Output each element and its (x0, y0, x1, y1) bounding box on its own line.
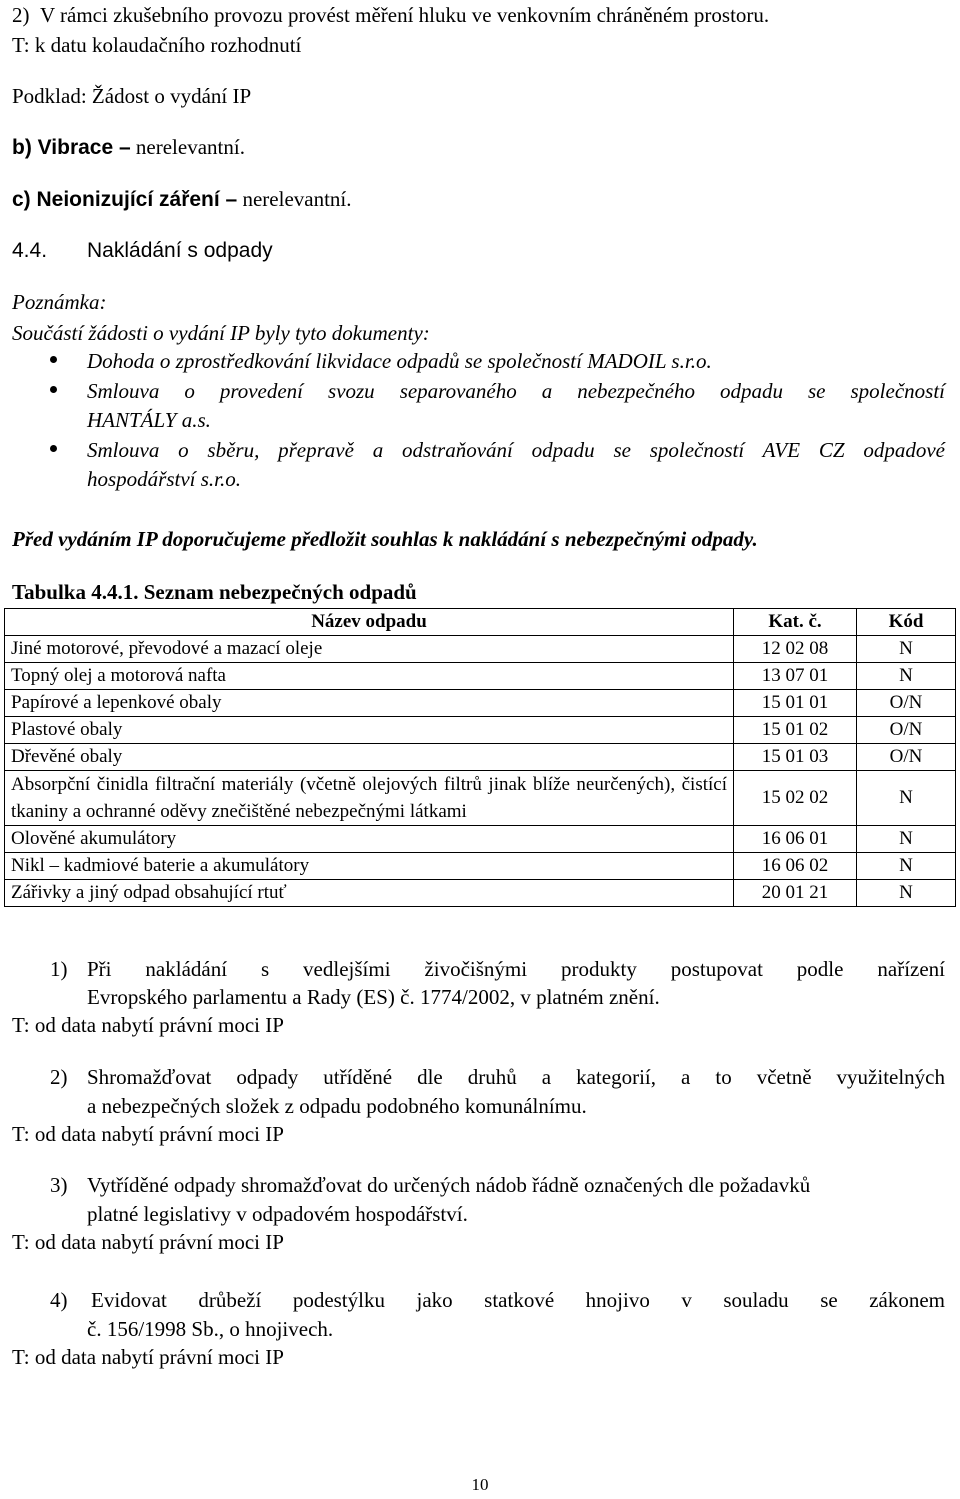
cell-code: N (857, 663, 956, 690)
vibrace-value: nerelevantní. (130, 135, 245, 159)
cell-cat: 13 07 01 (734, 663, 857, 690)
header-name: Název odpadu (5, 609, 734, 636)
table-row (5, 826, 956, 853)
cell-cat: 15 01 03 (734, 744, 857, 771)
basis-line: Podklad: Žádost o vydání IP (12, 84, 252, 108)
condition-4-line2: č. 156/1998 Sb., o hnojivech. (87, 1317, 334, 1341)
table-caption: Tabulka 4.4.1. Seznam nebezpečných odpadů (12, 580, 417, 604)
note-bullet-1: Dohoda o zprostředkování likvidace odpadů se společností MADOIL s.r.o. (87, 349, 712, 373)
table-header-row (5, 609, 956, 636)
condition-1-line2: Evropského parlamentu a Rady (ES) č. 1774/2002, v platném znění. (87, 985, 660, 1009)
table-row (5, 880, 956, 907)
cell-name: Nikl – kadmiové baterie a akumulátory (5, 853, 734, 880)
condition-4-deadline: T: od data nabytí právní moci IP (12, 1345, 284, 1369)
cell-code: O/N (857, 690, 956, 717)
waste-table (4, 608, 956, 907)
deadline-kolaudace: T: k datu kolaudačního rozhodnutí (12, 33, 302, 57)
cell-name: Dřevěné obaly (5, 744, 734, 771)
item-2-noise: 2) V rámci zkušebního provozu provést měření hluku ve venkovním chráněném prostoru. (12, 3, 770, 27)
table-row (5, 853, 956, 880)
note-label: Poznámka: (12, 290, 107, 314)
zareni-label: c) Neionizující záření – (12, 188, 238, 211)
cell-name: Jiné motorové, převodové a mazací oleje (5, 636, 734, 663)
note-bullet-2: Smlouva o provedení svozu separovaného a nebezpečného odpadu se společností (87, 379, 945, 403)
condition-4-number: 4) (50, 1288, 68, 1312)
note-intro: Součástí žádosti o vydání IP byly tyto dokumenty: (12, 321, 430, 345)
cell-cat: 15 01 01 (734, 690, 857, 717)
condition-3-line2: platné legislativy v odpadovém hospodářství. (87, 1202, 468, 1226)
condition-4-line1: Evidovat drůbeží podestýlku jako statkové hnojivo v souladu se zákonem (91, 1288, 945, 1312)
condition-3-line1: Vytříděné odpady shromažďovat do určených nádob řádně označených dle požadavků (87, 1173, 811, 1197)
note-bullet-3: Smlouva o sběru, přepravě a odstraňování odpadu se společností AVE CZ odpadové (87, 438, 945, 462)
cell-cat: 20 01 21 (734, 880, 857, 907)
condition-2-deadline: T: od data nabytí právní moci IP (12, 1122, 284, 1146)
bullet-icon (50, 445, 57, 452)
header-code: Kód (857, 609, 956, 636)
cell-code: N (857, 880, 956, 907)
bullet-icon (50, 386, 57, 393)
condition-3-number: 3) (50, 1173, 68, 1197)
note-bullet-3-cont: hospodářství s.r.o. (87, 467, 242, 491)
cell-code: N (857, 636, 956, 663)
zareni-line (12, 185, 352, 214)
condition-2-number: 2) (50, 1065, 68, 1089)
condition-2-line1: Shromažďovat odpady utříděné dle druhů a kategorií, a to včetně využitelných (87, 1065, 945, 1089)
note-bullet-2-cont: HANTÁLY a.s. (87, 408, 211, 432)
cell-cat: 16 06 02 (734, 853, 857, 880)
condition-2-line2: a nebezpečných složek z odpadu podobného komunálnímu. (87, 1094, 587, 1118)
table-row (5, 771, 956, 826)
cell-code: O/N (857, 744, 956, 771)
table-row (5, 744, 956, 771)
condition-1-line1: Při nakládání s vedlejšími živočišnými produkty postupovat podle nařízení (87, 957, 945, 981)
page-number: 10 (471, 1475, 489, 1494)
cell-cat: 15 02 02 (734, 771, 857, 826)
bullet-icon (50, 356, 57, 363)
cell-name: Plastové obaly (5, 717, 734, 744)
table-row (5, 690, 956, 717)
table-row (5, 636, 956, 663)
cell-name: Olověné akumulátory (5, 826, 734, 853)
cell-cat: 15 01 02 (734, 717, 857, 744)
cell-cat: 16 06 01 (734, 826, 857, 853)
cell-code: N (857, 826, 956, 853)
cell-code: N (857, 771, 956, 826)
section-number: 4.4. (12, 239, 48, 262)
condition-1-deadline: T: od data nabytí právní moci IP (12, 1013, 284, 1037)
cell-name: Topný olej a motorová nafta (5, 663, 734, 690)
header-cat: Kat. č. (734, 609, 857, 636)
cell-code: O/N (857, 717, 956, 744)
cell-name: Zářivky a jiný odpad obsahující rtuť (5, 880, 734, 907)
recommendation: Před vydáním IP doporučujeme předložit souhlas k nakládání s nebezpečnými odpady. (12, 527, 758, 551)
cell-code: N (857, 853, 956, 880)
section-title: Nakládání s odpady (87, 239, 273, 262)
cell-name: Papírové a lepenkové obaly (5, 690, 734, 717)
cell-cat: 12 02 08 (734, 636, 857, 663)
table-row (5, 717, 956, 744)
table-row (5, 663, 956, 690)
vibrace-label: b) Vibrace – (12, 136, 131, 159)
cell-name: Absorpční činidla filtrační materiály (včetně olejových filtrů jinak blíže neurčených), čistící tkaniny a ochranné oděvy znečištěné nebezpečnými látkami (5, 771, 734, 826)
condition-3-deadline: T: od data nabytí právní moci IP (12, 1230, 284, 1254)
zareni-value: nerelevantní. (237, 187, 352, 211)
condition-1-number: 1) (50, 957, 68, 981)
vibrace-line (12, 133, 245, 162)
